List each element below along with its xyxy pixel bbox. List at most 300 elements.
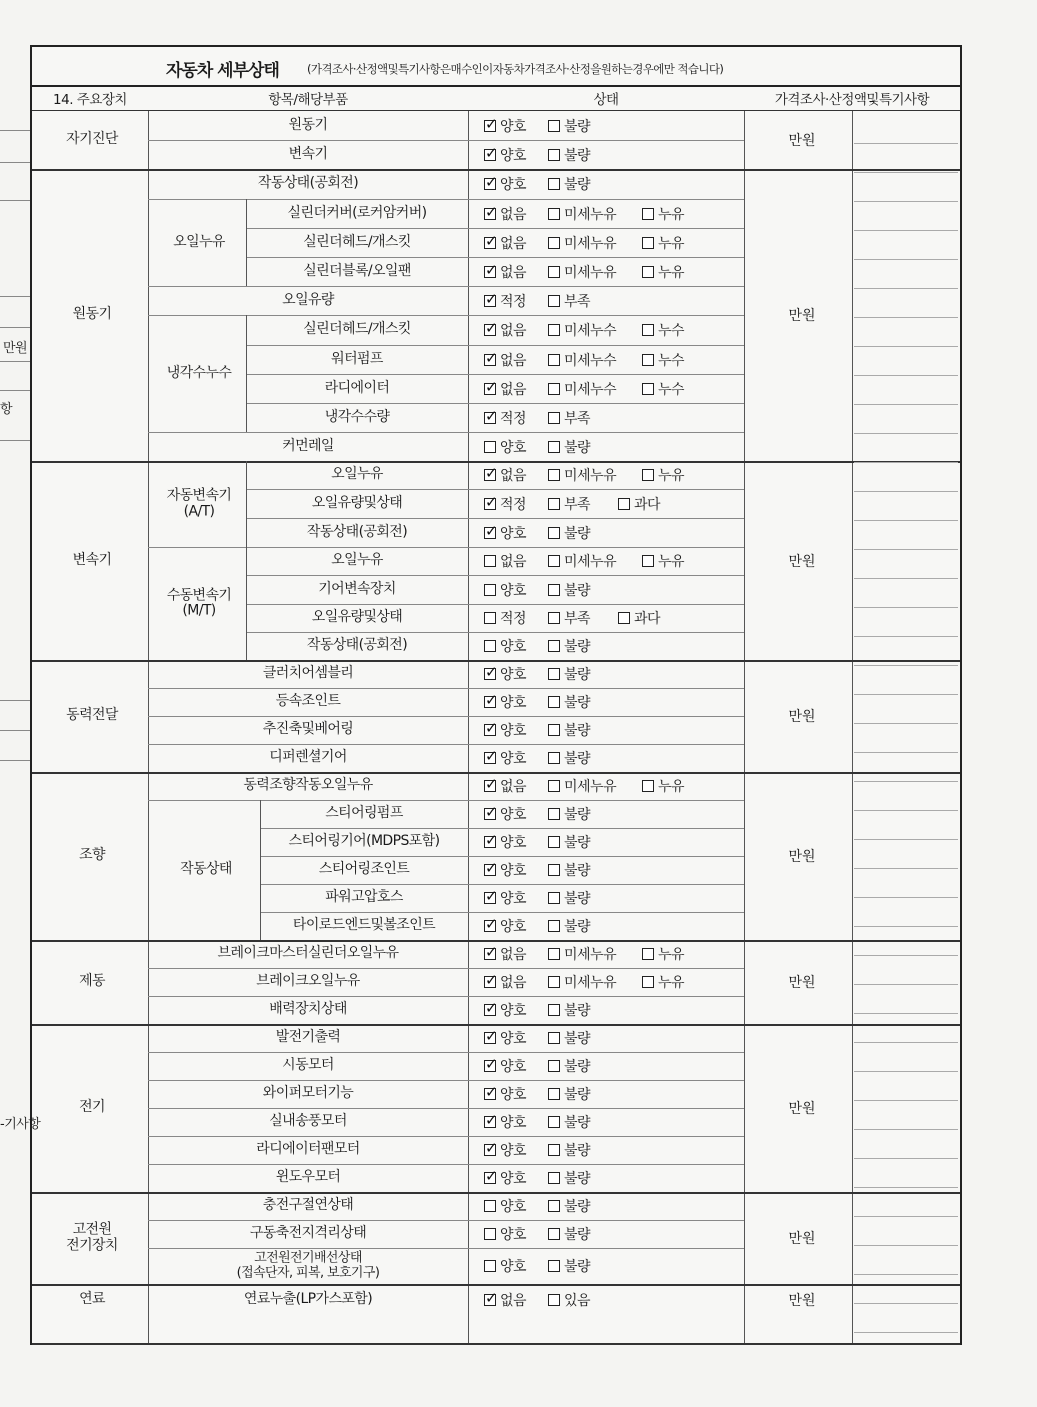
status-option[interactable] xyxy=(642,379,684,399)
checkbox[interactable] xyxy=(484,208,496,220)
column-divider xyxy=(468,111,469,1343)
checkbox[interactable] xyxy=(548,1060,560,1072)
checkbox[interactable] xyxy=(548,178,560,190)
status-option[interactable] xyxy=(484,262,526,282)
status-option[interactable] xyxy=(484,776,526,796)
item-label: 시동모터 xyxy=(282,1057,334,1074)
item-label: 추진축및베어링 xyxy=(262,721,354,738)
note-line xyxy=(854,984,958,985)
checkbox[interactable] xyxy=(548,668,560,680)
status-option[interactable] xyxy=(484,1168,526,1188)
item-label: 실린더커버(로커암커버) xyxy=(287,204,427,221)
checkbox[interactable] xyxy=(484,149,496,161)
checkbox[interactable] xyxy=(548,1004,560,1016)
option-label: 불량 xyxy=(564,807,591,823)
status-option[interactable] xyxy=(618,494,660,514)
checkbox[interactable] xyxy=(642,555,654,567)
checkbox[interactable] xyxy=(548,1116,560,1128)
checkbox[interactable] xyxy=(548,948,560,960)
price-unit: 만원 xyxy=(788,975,816,991)
note-line xyxy=(854,1071,958,1072)
checkbox[interactable] xyxy=(642,383,654,395)
checkbox[interactable] xyxy=(642,780,654,792)
status-option[interactable] xyxy=(548,291,590,311)
checkbox[interactable] xyxy=(548,208,560,220)
status-option[interactable] xyxy=(548,523,590,543)
status-option[interactable] xyxy=(642,320,684,340)
status-option[interactable] xyxy=(548,1168,590,1188)
checkbox[interactable] xyxy=(484,1032,496,1044)
checkbox[interactable] xyxy=(548,1144,560,1156)
column-divider xyxy=(744,111,745,1343)
status-option[interactable] xyxy=(642,944,684,964)
status-option[interactable] xyxy=(484,720,526,740)
checkbox[interactable] xyxy=(548,149,560,161)
status-option[interactable] xyxy=(548,551,616,571)
checkbox[interactable] xyxy=(548,724,560,736)
checkbox[interactable] xyxy=(484,1004,496,1016)
note-line xyxy=(854,172,958,173)
option-label: 부족 xyxy=(564,293,591,310)
status-option[interactable] xyxy=(548,1196,590,1216)
checkbox[interactable] xyxy=(484,120,496,132)
header-item: 항목/해당부품 xyxy=(148,85,468,111)
option-label: 불량 xyxy=(564,891,591,907)
checkbox[interactable] xyxy=(484,976,496,988)
status-option[interactable] xyxy=(484,465,526,485)
group-label: 연료 xyxy=(79,1291,105,1308)
row-divider xyxy=(148,1164,744,1165)
checkbox[interactable] xyxy=(642,948,654,960)
checkbox[interactable] xyxy=(548,976,560,988)
note-line xyxy=(854,1042,958,1043)
option-label: 있음 xyxy=(564,1293,591,1309)
status-option[interactable] xyxy=(548,1140,590,1160)
checkbox[interactable] xyxy=(484,441,496,453)
row-divider xyxy=(148,1248,744,1249)
item-label: 등속조인트 xyxy=(275,693,341,710)
option-label: 없음 xyxy=(500,554,527,570)
side-line xyxy=(0,296,30,297)
status-option[interactable] xyxy=(484,944,526,964)
checkbox[interactable] xyxy=(548,441,560,453)
status-option[interactable] xyxy=(484,233,526,253)
status-option[interactable] xyxy=(484,664,526,684)
option-label: 양호 xyxy=(500,1003,527,1019)
checkbox[interactable] xyxy=(548,584,560,596)
status-option[interactable] xyxy=(484,551,526,571)
option-label: 불량 xyxy=(564,695,591,711)
option-label: 미세누유 xyxy=(564,468,617,484)
status-option[interactable] xyxy=(548,1056,590,1076)
status-option[interactable] xyxy=(548,408,590,428)
checkbox[interactable] xyxy=(548,1294,560,1306)
status-option[interactable] xyxy=(484,1028,526,1048)
item-label: 브레이크마스터실린더오일누유 xyxy=(217,945,399,962)
status-option[interactable] xyxy=(484,437,526,457)
status-option[interactable] xyxy=(548,174,590,194)
column-divider xyxy=(148,111,149,1343)
status-option[interactable] xyxy=(484,692,526,712)
status-option[interactable] xyxy=(484,379,526,399)
checkbox[interactable] xyxy=(548,1088,560,1100)
status-option[interactable] xyxy=(484,860,526,880)
checkbox[interactable] xyxy=(548,383,560,395)
status-option[interactable] xyxy=(548,494,590,514)
row-divider xyxy=(148,1052,744,1053)
option-label: 양호 xyxy=(500,891,527,907)
checkbox[interactable] xyxy=(548,237,560,249)
checkbox[interactable] xyxy=(484,354,496,366)
status-option[interactable] xyxy=(548,916,590,936)
item-label: 오일유량및상태 xyxy=(311,494,403,511)
checkbox[interactable] xyxy=(548,1172,560,1184)
status-option[interactable] xyxy=(548,1112,590,1132)
group-label: 고전원 전기장치 xyxy=(66,1221,118,1253)
note-line xyxy=(854,868,958,869)
status-option[interactable] xyxy=(548,804,590,824)
item-label: 실내송풍모터 xyxy=(269,1113,347,1130)
status-option[interactable] xyxy=(548,580,590,600)
option-label: 없음 xyxy=(500,947,527,963)
status-option[interactable] xyxy=(484,145,526,165)
status-option[interactable] xyxy=(484,580,526,600)
checkbox[interactable] xyxy=(484,752,496,764)
option-label: 적정 xyxy=(500,293,527,310)
option-label: 불량 xyxy=(564,919,591,935)
option-label: 부족 xyxy=(564,611,591,627)
status-option[interactable] xyxy=(548,262,616,282)
option-label: 미세누유 xyxy=(564,779,617,795)
checkbox[interactable] xyxy=(484,808,496,820)
item-label: 오일누유 xyxy=(331,552,383,569)
option-label: 과다 xyxy=(634,496,661,513)
checkbox[interactable] xyxy=(484,412,496,424)
status-option[interactable] xyxy=(548,972,616,992)
note-line xyxy=(854,462,958,463)
checkbox[interactable] xyxy=(548,1228,560,1240)
group-label: 원동기 xyxy=(72,306,112,323)
option-label: 없음 xyxy=(500,235,527,252)
checkbox[interactable] xyxy=(548,640,560,652)
status-option[interactable] xyxy=(484,523,526,543)
checkbox[interactable] xyxy=(484,237,496,249)
checkbox[interactable] xyxy=(484,584,496,596)
status-option[interactable] xyxy=(548,233,616,253)
checkbox[interactable] xyxy=(548,266,560,278)
status-option[interactable] xyxy=(548,437,590,457)
row-divider xyxy=(148,140,744,141)
status-option[interactable] xyxy=(642,204,684,224)
checkbox[interactable] xyxy=(618,612,630,624)
status-option[interactable] xyxy=(642,972,684,992)
checkbox[interactable] xyxy=(548,527,560,539)
note-line xyxy=(854,839,958,840)
item-label: 디퍼렌셜기어 xyxy=(269,749,347,766)
status-option[interactable] xyxy=(548,1224,590,1244)
row-divider xyxy=(246,518,744,519)
item-label: 구동축전지격리상태 xyxy=(249,1225,367,1242)
note-line xyxy=(854,955,958,956)
option-label: 미세누유 xyxy=(564,235,617,252)
checkbox[interactable] xyxy=(548,780,560,792)
status-option[interactable] xyxy=(484,204,526,224)
option-label: 누수 xyxy=(658,381,685,398)
row-divider xyxy=(246,632,744,633)
note-line xyxy=(854,926,958,927)
checkbox[interactable] xyxy=(548,354,560,366)
checkbox[interactable] xyxy=(642,976,654,988)
checkbox[interactable] xyxy=(484,640,496,652)
checkbox[interactable] xyxy=(484,324,496,336)
status-option[interactable] xyxy=(548,116,590,136)
option-label: 불량 xyxy=(564,1087,591,1103)
checkbox[interactable] xyxy=(642,469,654,481)
status-option[interactable] xyxy=(548,379,616,399)
row-divider xyxy=(32,461,744,463)
row-divider xyxy=(148,1220,744,1221)
option-label: 불량 xyxy=(564,639,591,655)
status-option[interactable] xyxy=(548,320,616,340)
status-option[interactable] xyxy=(484,888,526,908)
checkbox[interactable] xyxy=(484,383,496,395)
subgroup-divider xyxy=(260,800,261,940)
option-label: 양호 xyxy=(500,695,527,711)
note-line xyxy=(854,1245,958,1246)
checkbox[interactable] xyxy=(548,612,560,624)
checkbox[interactable] xyxy=(642,237,654,249)
subgroup-divider xyxy=(246,461,247,547)
status-option[interactable] xyxy=(484,494,526,514)
status-option[interactable] xyxy=(484,1084,526,1104)
checkbox[interactable] xyxy=(548,696,560,708)
status-option[interactable] xyxy=(484,832,526,852)
status-option[interactable] xyxy=(484,748,526,768)
item-label: 와이퍼모터기능 xyxy=(262,1085,354,1102)
checkbox[interactable] xyxy=(548,1200,560,1212)
row-divider xyxy=(32,1284,744,1286)
checkbox[interactable] xyxy=(484,948,496,960)
status-option[interactable] xyxy=(484,1140,526,1160)
checkbox[interactable] xyxy=(484,469,496,481)
status-option[interactable] xyxy=(618,608,660,628)
checkbox[interactable] xyxy=(548,324,560,336)
checkbox[interactable] xyxy=(548,752,560,764)
status-option[interactable] xyxy=(484,1256,526,1276)
status-option[interactable] xyxy=(642,551,684,571)
checkbox[interactable] xyxy=(548,892,560,904)
status-option[interactable] xyxy=(548,1028,590,1048)
checkbox[interactable] xyxy=(484,892,496,904)
checkbox[interactable] xyxy=(484,1088,496,1100)
status-option[interactable] xyxy=(642,262,684,282)
row-divider xyxy=(148,968,744,969)
checkbox[interactable] xyxy=(548,808,560,820)
subgroup-divider xyxy=(246,315,247,432)
option-label: 누유 xyxy=(658,235,685,252)
checkbox[interactable] xyxy=(548,412,560,424)
status-option[interactable] xyxy=(484,1290,526,1310)
checkbox[interactable] xyxy=(642,266,654,278)
note-line xyxy=(854,781,958,782)
side-line xyxy=(0,700,30,701)
checkbox[interactable] xyxy=(642,208,654,220)
checkbox[interactable] xyxy=(548,498,560,510)
status-option[interactable] xyxy=(548,1000,590,1020)
price-group-divider xyxy=(744,1024,960,1026)
status-option[interactable] xyxy=(484,350,526,370)
price-group-divider xyxy=(744,1284,960,1286)
row-divider xyxy=(148,744,744,745)
price-unit: 만원 xyxy=(788,308,816,324)
option-label: 양호 xyxy=(500,582,527,599)
checkbox[interactable] xyxy=(548,469,560,481)
row-divider xyxy=(148,432,744,433)
option-label: 양호 xyxy=(500,1059,527,1075)
status-option[interactable] xyxy=(484,1196,526,1216)
option-label: 누유 xyxy=(658,975,685,991)
checkbox[interactable] xyxy=(484,178,496,190)
option-label: 불량 xyxy=(564,525,591,542)
price-unit: 만원 xyxy=(788,1293,816,1309)
status-option[interactable] xyxy=(642,350,684,370)
checkbox[interactable] xyxy=(548,864,560,876)
checkbox[interactable] xyxy=(484,612,496,624)
checkbox[interactable] xyxy=(484,1228,496,1240)
checkbox[interactable] xyxy=(484,836,496,848)
checkbox[interactable] xyxy=(484,498,496,510)
status-option[interactable] xyxy=(642,776,684,796)
status-option[interactable] xyxy=(548,944,616,964)
status-option[interactable] xyxy=(484,408,526,428)
option-label: 양호 xyxy=(500,807,527,823)
checkbox[interactable] xyxy=(484,864,496,876)
status-option[interactable] xyxy=(548,1256,590,1276)
side-line xyxy=(0,730,30,731)
status-option[interactable] xyxy=(484,804,526,824)
checkbox[interactable] xyxy=(484,1144,496,1156)
option-label: 불량 xyxy=(564,1199,591,1215)
side-note-1: 항 xyxy=(0,402,13,417)
checkbox[interactable] xyxy=(484,1116,496,1128)
option-label: 불량 xyxy=(564,1115,591,1131)
status-option[interactable] xyxy=(548,204,616,224)
checkbox[interactable] xyxy=(548,555,560,567)
checkbox[interactable] xyxy=(484,555,496,567)
status-option[interactable] xyxy=(548,748,590,768)
status-option[interactable] xyxy=(548,608,590,628)
status-option[interactable] xyxy=(484,1112,526,1132)
status-option[interactable] xyxy=(484,608,526,628)
note-line xyxy=(854,1013,958,1014)
item-label: 클러치어셈블리 xyxy=(262,665,354,682)
status-option[interactable] xyxy=(548,350,616,370)
status-option[interactable] xyxy=(548,860,590,880)
option-label: 불량 xyxy=(564,863,591,879)
checkbox[interactable] xyxy=(618,498,630,510)
status-option[interactable] xyxy=(484,174,526,194)
option-label: 미세누수 xyxy=(564,352,617,369)
status-option[interactable] xyxy=(642,465,684,485)
checkbox[interactable] xyxy=(484,668,496,680)
checkbox[interactable] xyxy=(484,724,496,736)
checkbox[interactable] xyxy=(484,527,496,539)
status-option[interactable] xyxy=(548,145,590,165)
group-label: 전기 xyxy=(79,1099,105,1116)
status-option[interactable] xyxy=(484,291,526,311)
status-option[interactable] xyxy=(484,1224,526,1244)
checkbox[interactable] xyxy=(548,120,560,132)
status-option[interactable] xyxy=(548,465,616,485)
checkbox[interactable] xyxy=(484,1260,496,1272)
group-label: 자기진단 xyxy=(66,131,118,148)
status-option[interactable] xyxy=(548,888,590,908)
side-line xyxy=(0,130,30,131)
checkbox[interactable] xyxy=(548,295,560,307)
option-label: 불량 xyxy=(564,439,591,456)
row-divider xyxy=(246,374,744,375)
checkbox[interactable] xyxy=(548,1032,560,1044)
checkbox[interactable] xyxy=(484,1172,496,1184)
item-label: 배력장치상태 xyxy=(269,1001,347,1018)
checkbox[interactable] xyxy=(484,920,496,932)
checkbox[interactable] xyxy=(642,324,654,336)
option-label: 누유 xyxy=(658,264,685,281)
price-group-divider xyxy=(744,940,960,942)
status-option[interactable] xyxy=(484,1000,526,1020)
option-label: 양호 xyxy=(500,1087,527,1103)
status-option[interactable] xyxy=(484,972,526,992)
side-line xyxy=(0,327,30,328)
option-label: 양호 xyxy=(500,147,527,164)
status-option[interactable] xyxy=(484,116,526,136)
status-option[interactable] xyxy=(548,720,590,740)
subgroup-label: 냉각수누수 xyxy=(166,364,232,381)
status-option[interactable] xyxy=(484,320,526,340)
checkbox[interactable] xyxy=(484,1200,496,1212)
item-label: 스티어링조인트 xyxy=(318,861,410,878)
status-option[interactable] xyxy=(642,233,684,253)
checkbox[interactable] xyxy=(484,266,496,278)
checkbox[interactable] xyxy=(484,780,496,792)
item-label: 실린더블록/오일팬 xyxy=(303,262,411,279)
subgroup-divider xyxy=(246,547,247,660)
status-option[interactable] xyxy=(548,692,590,712)
checkbox[interactable] xyxy=(548,1260,560,1272)
checkbox[interactable] xyxy=(548,836,560,848)
status-option[interactable] xyxy=(484,636,526,656)
checkbox[interactable] xyxy=(484,1294,496,1306)
status-option[interactable] xyxy=(484,916,526,936)
status-option[interactable] xyxy=(548,664,590,684)
checkbox[interactable] xyxy=(484,1060,496,1072)
note-line xyxy=(854,317,958,318)
status-option[interactable] xyxy=(548,776,616,796)
status-option[interactable] xyxy=(484,1056,526,1076)
option-label: 양호 xyxy=(500,751,527,767)
checkbox[interactable] xyxy=(484,295,496,307)
status-option[interactable] xyxy=(548,1290,590,1310)
subgroup-label: 수동변속기 (M/T) xyxy=(166,586,232,619)
status-option[interactable] xyxy=(548,832,590,852)
status-option[interactable] xyxy=(548,636,590,656)
checkbox[interactable] xyxy=(548,920,560,932)
checkbox[interactable] xyxy=(484,696,496,708)
item-label: 냉각수수량 xyxy=(324,408,390,425)
status-option[interactable] xyxy=(548,1084,590,1104)
checkbox[interactable] xyxy=(642,354,654,366)
item-label: 충전구절연상태 xyxy=(262,1197,354,1214)
